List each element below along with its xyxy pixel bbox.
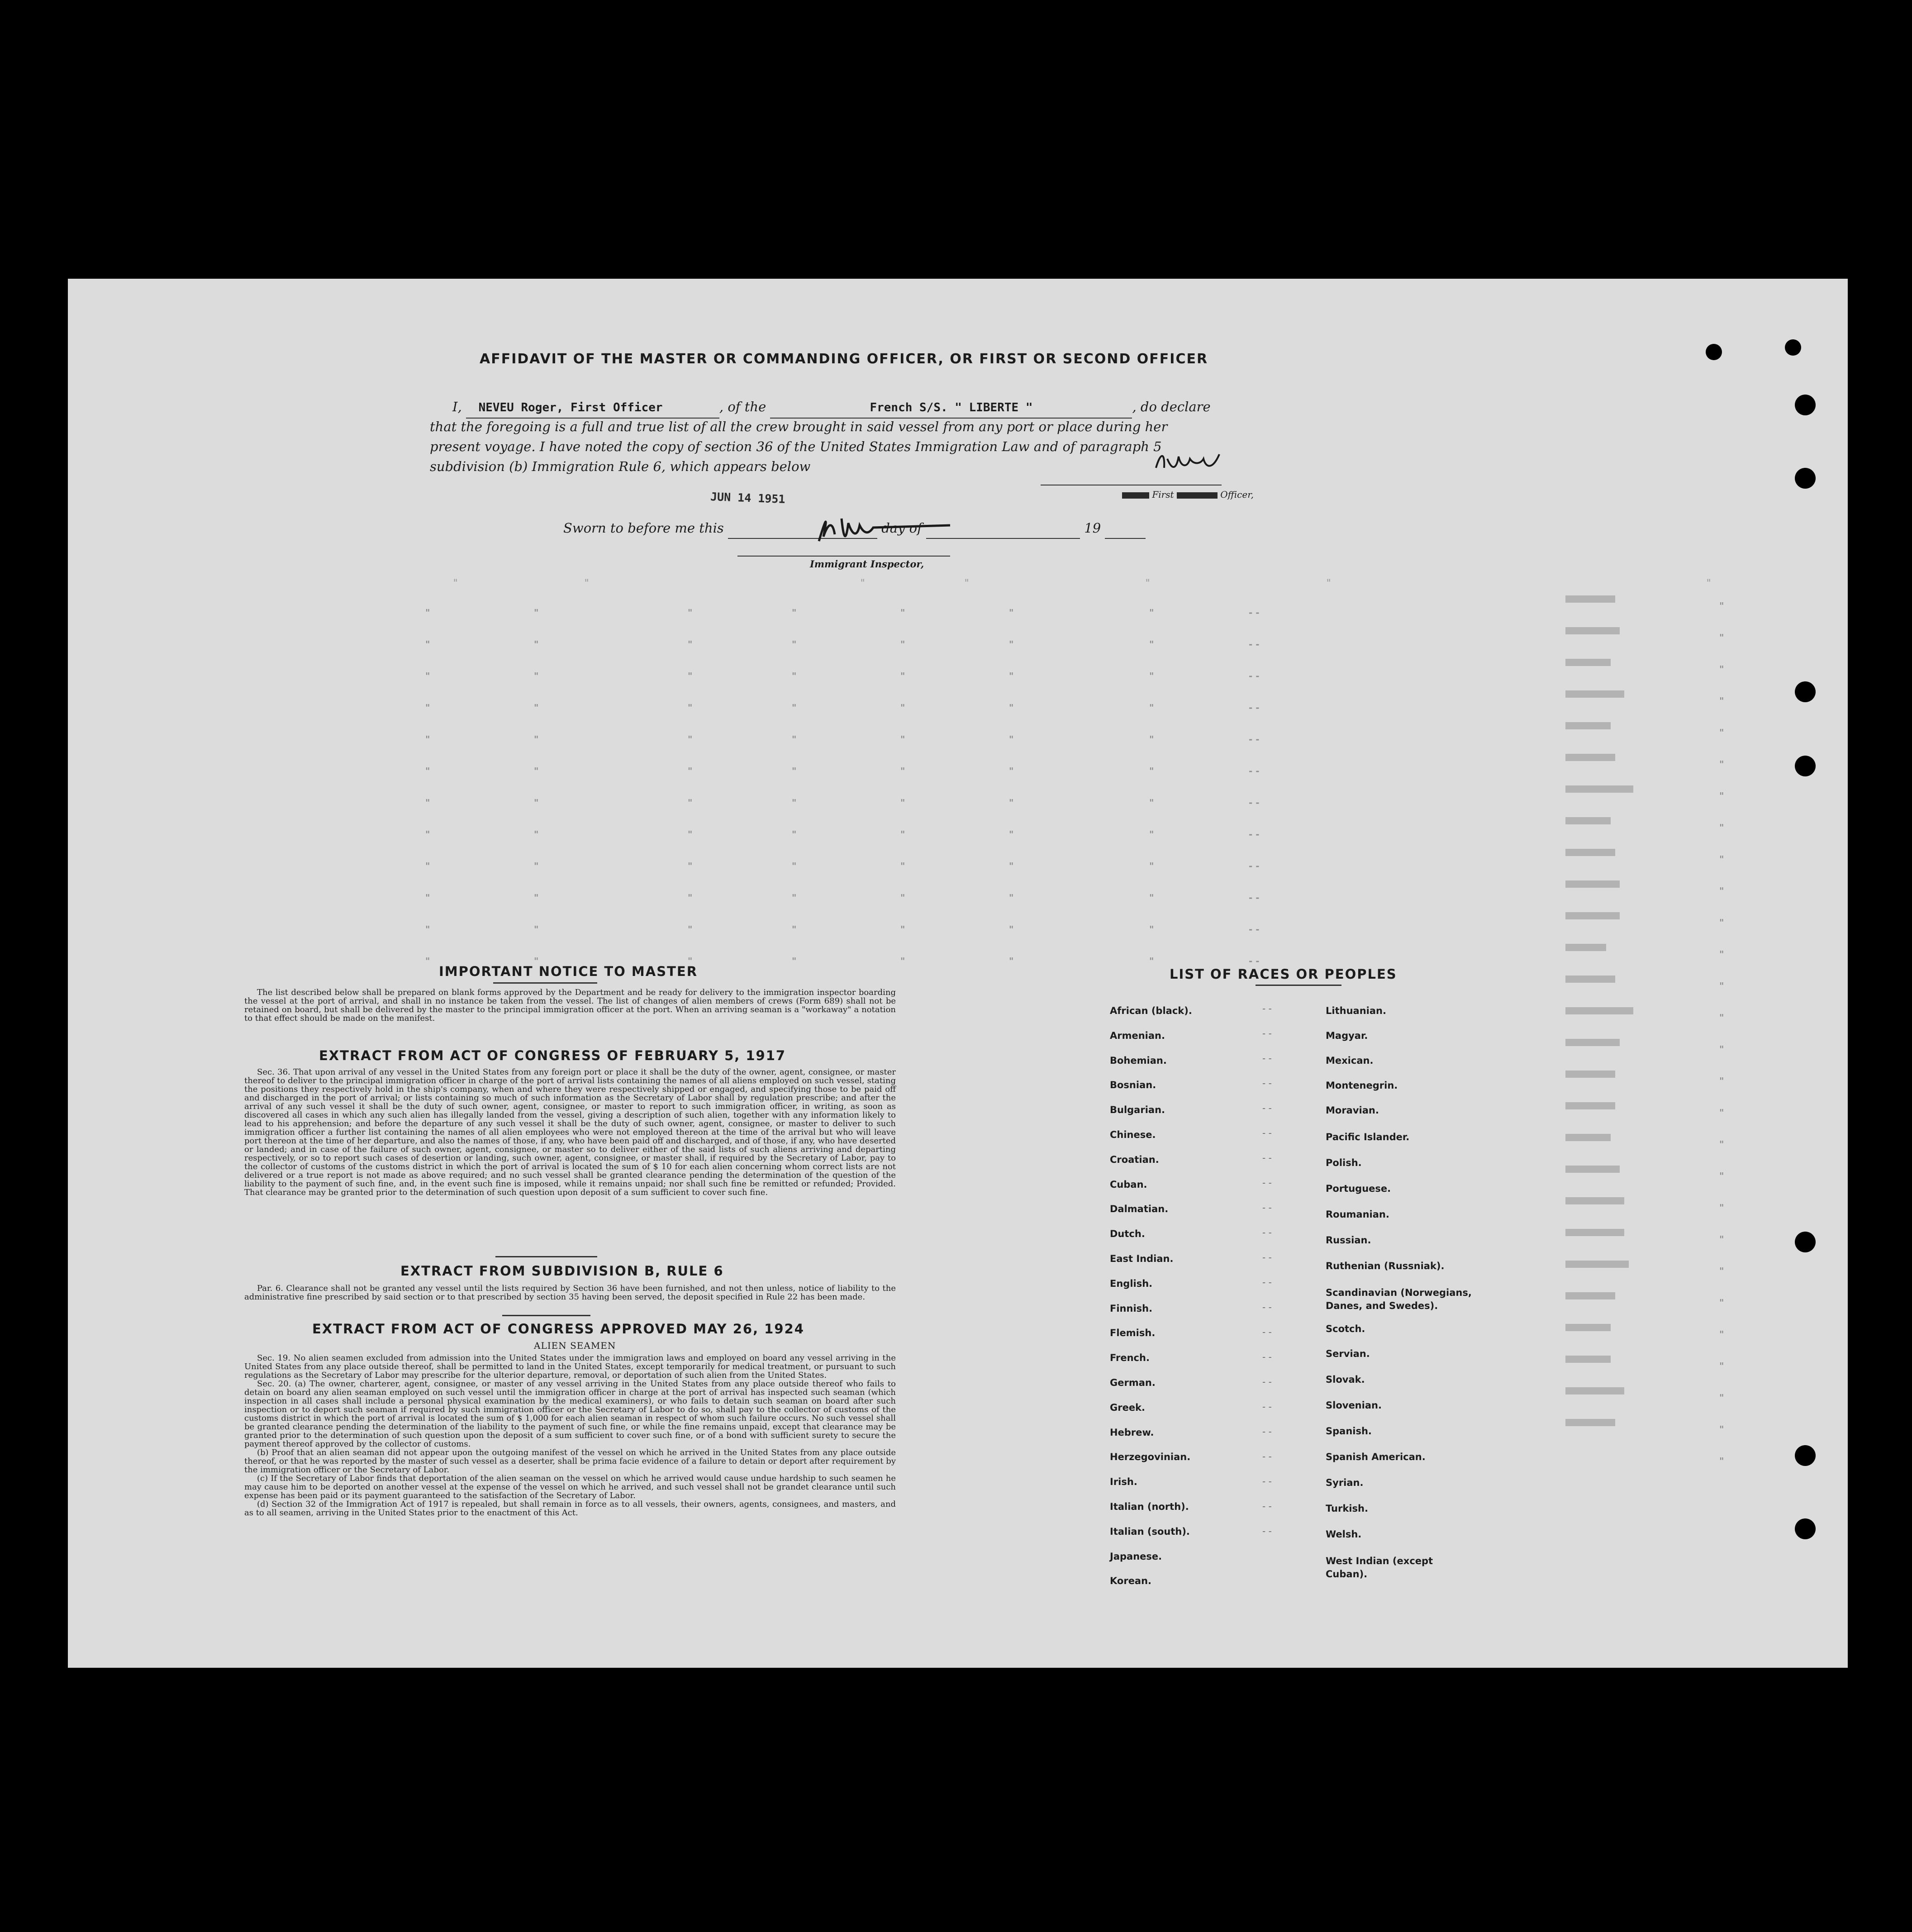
race-item: Japanese. bbox=[1110, 1551, 1162, 1562]
svg-text:": " bbox=[688, 607, 693, 618]
svg-text:": " bbox=[534, 734, 539, 745]
race-item: Portuguese. bbox=[1326, 1183, 1391, 1194]
extract-rule6-heading: EXTRACT FROM SUBDIVISION B, RULE 6 bbox=[400, 1263, 724, 1279]
struck-text bbox=[1122, 492, 1149, 499]
svg-text:- -: - - bbox=[1262, 1252, 1272, 1263]
svg-text:- -: - - bbox=[1262, 1103, 1272, 1114]
officer-name-typed: NEVEU Roger, First Officer bbox=[478, 401, 663, 414]
svg-text:": " bbox=[792, 829, 797, 840]
race-item: English. bbox=[1110, 1278, 1153, 1289]
svg-text:": " bbox=[900, 829, 905, 840]
notice-heading: IMPORTANT NOTICE TO MASTER bbox=[439, 964, 698, 979]
svg-text:": " bbox=[1719, 1456, 1724, 1466]
svg-text:": " bbox=[792, 766, 797, 776]
svg-text:": " bbox=[688, 797, 693, 808]
svg-text:": " bbox=[1009, 639, 1014, 650]
svg-text:": " bbox=[1149, 892, 1154, 903]
svg-text:": " bbox=[425, 924, 430, 935]
svg-text:": " bbox=[534, 956, 539, 966]
svg-text:- -: - - bbox=[1262, 1227, 1272, 1238]
race-item: German. bbox=[1110, 1377, 1156, 1388]
svg-text:": " bbox=[534, 924, 539, 935]
race-item: Spanish. bbox=[1326, 1426, 1372, 1437]
race-item: Mexican. bbox=[1326, 1055, 1374, 1066]
svg-text:": " bbox=[425, 829, 430, 840]
i-label: I, bbox=[452, 399, 462, 414]
svg-text:": " bbox=[900, 766, 905, 776]
svg-text:": " bbox=[1009, 924, 1014, 935]
notice-heading-rule bbox=[493, 982, 597, 984]
svg-text:": " bbox=[688, 766, 693, 776]
svg-text:- -: - - bbox=[1249, 702, 1260, 713]
svg-text:": " bbox=[900, 861, 905, 871]
svg-text:": " bbox=[1719, 1171, 1724, 1181]
svg-text:": " bbox=[900, 892, 905, 903]
svg-text:": " bbox=[1719, 1424, 1724, 1435]
race-item: East Indian. bbox=[1110, 1253, 1174, 1264]
svg-text:": " bbox=[900, 639, 905, 650]
svg-text:": " bbox=[792, 924, 797, 935]
race-item: Slovenian. bbox=[1326, 1400, 1382, 1411]
race-item: African (black). bbox=[1110, 1005, 1192, 1016]
race-item: Welsh. bbox=[1326, 1529, 1362, 1540]
year-label: 19 bbox=[1084, 520, 1101, 536]
race-item: Cuban. bbox=[1110, 1179, 1147, 1190]
race-item: Polish. bbox=[1326, 1157, 1362, 1168]
svg-text:": " bbox=[425, 861, 430, 871]
struck-text bbox=[1177, 492, 1218, 499]
race-item: Bosnian. bbox=[1110, 1080, 1156, 1091]
extract-1924-paragraph: Sec. 19. No alien seamen excluded from admission into the United States under the immigration laws and employed on board any vessel arriving in the United States from any place outside thereof, shall be permitted to land in the United States, except temporarily for medical treatment, or pursuant to such regulations as the Secretary of Labor may prescribe for the ulterior departure, removal, or deportation of such alien from the United States. bbox=[244, 1353, 896, 1380]
race-item: Irish. bbox=[1110, 1476, 1137, 1488]
races-heading-rule bbox=[1256, 985, 1341, 986]
svg-text:": " bbox=[534, 702, 539, 713]
svg-text:": " bbox=[1719, 917, 1724, 928]
svg-text:": " bbox=[1149, 797, 1154, 808]
binder-hole bbox=[1785, 339, 1801, 356]
svg-text:": " bbox=[900, 797, 905, 808]
race-item: Croatian. bbox=[1110, 1154, 1159, 1165]
svg-text:": " bbox=[688, 924, 693, 935]
race-item: Magyar. bbox=[1326, 1030, 1368, 1041]
svg-text:": " bbox=[425, 702, 430, 713]
svg-text:": " bbox=[1149, 956, 1154, 966]
svg-text:": " bbox=[1009, 956, 1014, 966]
svg-text:": " bbox=[688, 639, 693, 650]
svg-text:": " bbox=[1009, 797, 1014, 808]
svg-text:": " bbox=[425, 956, 430, 966]
race-item: Dutch. bbox=[1110, 1228, 1145, 1240]
svg-text:- -: - - bbox=[1262, 1202, 1272, 1213]
race-item: Scandinavian (Norwegians, Danes, and Swedes). bbox=[1326, 1287, 1472, 1311]
do-declare-label: , do declare bbox=[1132, 399, 1211, 414]
affidavit-title: AFFIDAVIT OF THE MASTER OR COMMANDING OFFICER, OR FIRST OR SECOND OFFICER bbox=[480, 351, 1208, 367]
svg-text:- -: - - bbox=[1249, 924, 1260, 935]
svg-text:- -: - - bbox=[1262, 1401, 1272, 1412]
date-stamp: JUN 14 1951 bbox=[710, 490, 786, 506]
svg-text:": " bbox=[1149, 861, 1154, 871]
svg-text:": " bbox=[1719, 980, 1724, 991]
svg-text:": " bbox=[1149, 766, 1154, 776]
binder-hole bbox=[1706, 344, 1722, 360]
svg-text:": " bbox=[1719, 1012, 1724, 1023]
svg-text:": " bbox=[1719, 885, 1724, 896]
svg-text:": " bbox=[534, 639, 539, 650]
svg-text:": " bbox=[1149, 639, 1154, 650]
svg-text:- -: - - bbox=[1249, 766, 1260, 776]
day-of-label: day of bbox=[881, 520, 922, 536]
svg-text:- -: - - bbox=[1262, 1451, 1272, 1462]
svg-text:": " bbox=[1719, 1297, 1724, 1308]
svg-text:- -: - - bbox=[1262, 1277, 1272, 1288]
race-item: Flemish. bbox=[1110, 1328, 1156, 1339]
svg-text:": " bbox=[1009, 734, 1014, 745]
extract-1924-paragraph: (c) If the Secretary of Labor finds that deportation of the alien seaman on the vessel on which he arrived would cause undue hardship to such seamen he may cause him to be deported on another vessel at the expense of the vessel on which he arrived, and such vessel shall not be grandet clearance until such expense has been paid or its payment guaranteed to the satisfaction of the Secretary of Labor. bbox=[244, 1474, 896, 1500]
svg-text:": " bbox=[534, 671, 539, 681]
inspector-signature-line bbox=[737, 556, 950, 557]
svg-text:- -: - - bbox=[1262, 1501, 1272, 1512]
race-item: Herzegovinian. bbox=[1110, 1451, 1191, 1463]
svg-text:": " bbox=[688, 734, 693, 745]
svg-text:": " bbox=[1719, 1361, 1724, 1371]
notice-body bbox=[244, 988, 896, 1023]
race-item: French. bbox=[1110, 1352, 1150, 1364]
race-item: Korean. bbox=[1110, 1575, 1152, 1587]
officer-title-line bbox=[1122, 489, 1254, 500]
svg-text:": " bbox=[1719, 632, 1724, 643]
binder-hole bbox=[1795, 468, 1816, 489]
svg-text:": " bbox=[688, 702, 693, 713]
declaration-line-3: present voyage. I have noted the copy of section 36 of the United States Immigration Law and of paragraph 5 bbox=[430, 439, 1162, 454]
svg-text:": " bbox=[1009, 607, 1014, 618]
race-item: Scotch. bbox=[1326, 1323, 1365, 1334]
officer-name-field bbox=[466, 397, 719, 419]
svg-text:": " bbox=[534, 797, 539, 808]
extract-1924-paragraph: Sec. 20. (a) The owner, charterer, agent, consignee, or master of any vessel arriving in the United States from any place outside thereof who fails to detain on board any alien seaman employed on such vessel until the immigration officer in charge at the port of arrival has inspected such seaman (which inspection in all cases shall include a personal physical examination by the medical examiners), or who fails to detain such seaman on board after such inspection or to deport such seaman if required by such immigration officer or the Secretary of Labor to do so, shall pay to the collector of customs of the customs district in which the port of arrival is located the sum of $ 1,000 for each alien seaman in respect of whom such failure occurs. No such vessel shall be granted clearance pending the determination of the liability to the payment of such fine, or while the fine remains unpaid, except that clearance may be granted prior to the determination of such question upon the deposit of a sum sufficient to cover such fine, or of a bond with sufficient surety to secure the payment thereof approved by the collector of customs. bbox=[244, 1379, 896, 1449]
svg-text:- -: - - bbox=[1262, 1177, 1272, 1188]
extract-1924-heading: EXTRACT FROM ACT OF CONGRESS APPROVED MAY 26, 1924 bbox=[312, 1321, 804, 1337]
svg-text:": " bbox=[792, 607, 797, 618]
svg-text:": " bbox=[1149, 607, 1154, 618]
svg-text:": " bbox=[900, 924, 905, 935]
svg-text:- -: - - bbox=[1249, 607, 1260, 618]
race-item: Armenian. bbox=[1110, 1030, 1165, 1041]
notice-paragraph: The list described below shall be prepared on blank forms approved by the Department and be ready for delivery to the immigration inspector boarding the vessel at the port of arrival, and shall in no instance be taken from the vessel. The list of changes of alien members of crews (Form 689) shall not be retained on board, but shall be delivered by the master to the principal immigration officer at the port. When an arriving seaman is a "workaway" a notation to that effect should be made on the manifest. bbox=[244, 988, 896, 1023]
extract-1917-heading: EXTRACT FROM ACT OF CONGRESS OF FEBRUARY 5, 1917 bbox=[319, 1048, 786, 1063]
svg-text:": " bbox=[1149, 829, 1154, 840]
vessel-name-typed: French S/S. " LIBERTE " bbox=[870, 401, 1033, 414]
extract-rule6-paragraph: Par. 6. Clearance shall not be granted any vessel until the lists required by Section 36 have been furnished, and not then unless, notice of liability to the administrative fine prescribed by said section or to that prescribed by section 35 having been served, the deposit specified in Rule 22 has been made. bbox=[244, 1284, 896, 1302]
svg-text:": " bbox=[1719, 664, 1724, 675]
svg-text:": " bbox=[1149, 702, 1154, 713]
svg-text:": " bbox=[792, 892, 797, 903]
extract-1924-subheading: ALIEN SEAMEN bbox=[534, 1340, 616, 1351]
svg-text:": " bbox=[1706, 578, 1712, 589]
race-item: Italian (north). bbox=[1110, 1501, 1189, 1512]
svg-text:": " bbox=[1719, 1107, 1724, 1118]
svg-text:": " bbox=[534, 892, 539, 903]
svg-text:- -: - - bbox=[1262, 1053, 1272, 1064]
race-item: Montenegrin. bbox=[1326, 1080, 1398, 1091]
race-item: Bulgarian. bbox=[1110, 1104, 1165, 1116]
svg-text:": " bbox=[1719, 1234, 1724, 1245]
svg-text:- -: - - bbox=[1249, 956, 1260, 966]
races-heading: LIST OF RACES OR PEOPLES bbox=[1170, 966, 1397, 982]
svg-text:": " bbox=[792, 639, 797, 650]
race-item: Greek. bbox=[1110, 1402, 1146, 1413]
svg-text:": " bbox=[1719, 790, 1724, 801]
declaration-line-2: that the foregoing is a full and true list of all the crew brought in said vessel from any port or place during her bbox=[430, 419, 1168, 434]
officer-signature bbox=[1151, 450, 1233, 477]
svg-text:": " bbox=[584, 578, 590, 589]
race-item: Finnish. bbox=[1110, 1303, 1153, 1314]
declaration-line-4: subdivision (b) Immigration Rule 6, which appears below bbox=[430, 459, 811, 474]
svg-text:": " bbox=[792, 956, 797, 966]
svg-text:": " bbox=[1719, 695, 1724, 706]
svg-text:- -: - - bbox=[1262, 1426, 1272, 1437]
extract-rule6-body bbox=[244, 1284, 896, 1301]
extract-1924-paragraph: (b) Proof that an alien seaman did not appear upon the outgoing manifest of the vessel on which he arrived in the United States from any place outside thereof, or that he was reported by the master of such vessel as a deserter, shall be prima facie evidence of a failure to detain or deport after requirement by the immigration officer or the Secretary of Labor. bbox=[244, 1448, 896, 1475]
svg-text:": " bbox=[425, 797, 430, 808]
binder-hole bbox=[1795, 1445, 1816, 1466]
svg-text:": " bbox=[1149, 734, 1154, 745]
svg-text:": " bbox=[1009, 829, 1014, 840]
vessel-name-field bbox=[770, 397, 1132, 419]
svg-text:- -: - - bbox=[1262, 1526, 1272, 1537]
svg-text:": " bbox=[900, 702, 905, 713]
svg-text:": " bbox=[1149, 671, 1154, 681]
svg-text:- -: - - bbox=[1249, 639, 1260, 650]
race-item: Lithuanian. bbox=[1326, 1005, 1386, 1016]
race-item: Ruthenian (Russniak). bbox=[1326, 1261, 1445, 1271]
race-item: Chinese. bbox=[1110, 1129, 1156, 1140]
race-item: Syrian. bbox=[1326, 1477, 1364, 1488]
extract-1924-body bbox=[244, 1354, 896, 1517]
race-item: Dalmatian. bbox=[1110, 1204, 1169, 1215]
svg-text:": " bbox=[425, 607, 430, 618]
svg-text:- -: - - bbox=[1262, 1152, 1272, 1163]
binder-hole bbox=[1795, 1232, 1816, 1252]
svg-text:- -: - - bbox=[1262, 1078, 1272, 1089]
svg-text:": " bbox=[1719, 1329, 1724, 1340]
svg-text:- -: - - bbox=[1262, 1028, 1272, 1039]
declaration-line-1 bbox=[452, 397, 1211, 419]
svg-text:": " bbox=[1719, 1202, 1724, 1213]
svg-text:": " bbox=[425, 639, 430, 650]
svg-text:": " bbox=[1719, 1075, 1724, 1086]
svg-text:": " bbox=[1145, 578, 1151, 589]
extract-1917-body bbox=[244, 1068, 896, 1197]
svg-text:": " bbox=[1719, 600, 1724, 611]
svg-text:": " bbox=[1009, 861, 1014, 871]
race-item: West Indian (except Cuban). bbox=[1326, 1556, 1433, 1580]
svg-text:": " bbox=[900, 607, 905, 618]
binder-hole bbox=[1795, 1518, 1816, 1539]
svg-text:": " bbox=[1719, 822, 1724, 833]
svg-text:- -: - - bbox=[1262, 1476, 1272, 1487]
extract-1917-rule bbox=[495, 1256, 597, 1257]
svg-text:- -: - - bbox=[1249, 829, 1260, 840]
race-item: Slovak. bbox=[1326, 1374, 1365, 1385]
svg-text:": " bbox=[688, 861, 693, 871]
race-item: Turkish. bbox=[1326, 1503, 1368, 1514]
svg-text:": " bbox=[860, 578, 866, 589]
svg-text:": " bbox=[1719, 1139, 1724, 1150]
sworn-year-field bbox=[1105, 519, 1146, 539]
svg-text:- -: - - bbox=[1249, 861, 1260, 871]
inspector-signature bbox=[801, 509, 973, 550]
officer-label-first: First bbox=[1152, 489, 1174, 500]
race-item: Italian (south). bbox=[1110, 1526, 1190, 1537]
svg-text:- -: - - bbox=[1249, 892, 1260, 903]
svg-text:": " bbox=[534, 766, 539, 776]
svg-text:": " bbox=[425, 671, 430, 681]
race-item: Roumanian. bbox=[1326, 1209, 1389, 1220]
svg-text:": " bbox=[792, 671, 797, 681]
svg-text:- -: - - bbox=[1262, 1003, 1272, 1014]
extract-1924-paragraph: (d) Section 32 of the Immigration Act of 1917 is repealed, but shall remain in force as to all vessels, their owners, agents, consignees, and masters, and as to all seamen, arriving in the United States prior to the enactment of this Act. bbox=[244, 1499, 896, 1518]
race-item: Russian. bbox=[1326, 1235, 1371, 1246]
binder-hole bbox=[1795, 395, 1816, 415]
svg-text:": " bbox=[534, 829, 539, 840]
svg-text:": " bbox=[688, 829, 693, 840]
svg-text:": " bbox=[425, 766, 430, 776]
svg-text:": " bbox=[1009, 702, 1014, 713]
svg-text:": " bbox=[900, 671, 905, 681]
svg-text:- -: - - bbox=[1262, 1376, 1272, 1387]
race-item: Moravian. bbox=[1326, 1105, 1379, 1116]
races-separator-dashes bbox=[1262, 1003, 1298, 1604]
svg-text:": " bbox=[1719, 1266, 1724, 1276]
officer-label-officer: Officer, bbox=[1220, 489, 1254, 500]
svg-text:- -: - - bbox=[1249, 734, 1260, 745]
svg-text:": " bbox=[534, 861, 539, 871]
race-item: Spanish American. bbox=[1326, 1451, 1426, 1462]
svg-text:": " bbox=[688, 671, 693, 681]
svg-text:- -: - - bbox=[1249, 797, 1260, 808]
races-right-column bbox=[1326, 1005, 1507, 1581]
svg-text:": " bbox=[1719, 1044, 1724, 1055]
inspector-label: Immigrant Inspector, bbox=[810, 558, 924, 570]
svg-text:": " bbox=[688, 892, 693, 903]
svg-text:": " bbox=[1719, 759, 1724, 770]
svg-text:": " bbox=[964, 578, 970, 589]
race-item: Servian. bbox=[1326, 1348, 1370, 1359]
svg-text:- -: - - bbox=[1262, 1327, 1272, 1337]
race-item: Bohemian. bbox=[1110, 1055, 1167, 1066]
svg-text:": " bbox=[1009, 766, 1014, 776]
document-page bbox=[68, 279, 1848, 1668]
svg-text:": " bbox=[900, 734, 905, 745]
svg-text:": " bbox=[1719, 949, 1724, 960]
extract-rule6-rule bbox=[502, 1315, 590, 1316]
race-item: Hebrew. bbox=[1110, 1427, 1154, 1438]
binder-hole bbox=[1795, 756, 1816, 776]
svg-text:": " bbox=[425, 892, 430, 903]
sworn-label: Sworn to before me this bbox=[563, 520, 724, 536]
svg-text:": " bbox=[1009, 892, 1014, 903]
extract-1917-paragraph: Sec. 36. That upon arrival of any vessel in the United States from any foreign port or place it shall be the duty of the owner, agent, consignee, or master thereof to deliver to the principal immigration officer in charge of the port of arrival lists containing the names of all aliens employed on such vessel, stating the positions they respectively hold in the ship's company, when and where they were respectively shipped or engaged, and specifying those to be paid off and discharged in the port of arrival; or lists containing so much of such information as the Secretary of Labor shall by regulation prescribe; and after the arrival of any such vessel it shall be the duty of such owner, agent, consignee, or master to report to such immigration officer, in writing, as soon as discovered all cases in which any such alien has illegally landed from the vessel, giving a description of such alien, together with any information likely to lead to his apprehension; and before the departure of any such vessel it shall be the duty of such owner, agent, consignee, or master to deliver to such immigration officer a further list containing the names of all alien employees who were not employed thereon at the time of the arrival but who will leave port thereon at the time of her departure, and also the names of those, if any, who have been paid off and discharged, and of those, if any, who have deserted or landed; and in case of the failure of such owner, agent, consignee, or master so to deliver either of the said lists of such aliens arriving and departing respectively, or so to report such cases of desertion or landing, such owner, agent, consignee, or master shall, if required by the Secretary of Labor, pay to the collector of customs of the customs district in which the port of arrival is located the sum of $ 10 for each alien concerning whom correct lists are not delivered or a true report is not made as above required; and no such vessel shall be granted clearance pending the determination of the question of the liability to the payment of such fine, and, in the event such fine is imposed, while it remains unpaid; nor shall such fine be remitted or refunded; Provided. That clearance may be granted prior to the determination of such question upon deposit of a sum sufficient to cover such fine. bbox=[244, 1067, 896, 1197]
svg-text:": " bbox=[452, 578, 459, 589]
svg-text:": " bbox=[1719, 854, 1724, 865]
of-the-label: , of the bbox=[719, 399, 766, 414]
svg-text:- -: - - bbox=[1262, 1128, 1272, 1138]
race-item: Pacific Islander. bbox=[1326, 1132, 1410, 1142]
svg-text:": " bbox=[792, 797, 797, 808]
svg-text:": " bbox=[900, 956, 905, 966]
svg-text:": " bbox=[1326, 578, 1332, 589]
svg-text:": " bbox=[1719, 1392, 1724, 1403]
svg-text:": " bbox=[792, 734, 797, 745]
svg-text:": " bbox=[688, 956, 693, 966]
svg-text:": " bbox=[1719, 727, 1724, 738]
svg-text:- -: - - bbox=[1249, 671, 1260, 681]
svg-text:- -: - - bbox=[1262, 1302, 1272, 1313]
svg-text:": " bbox=[792, 861, 797, 871]
svg-text:": " bbox=[1149, 924, 1154, 935]
svg-text:": " bbox=[792, 702, 797, 713]
svg-text:": " bbox=[1009, 671, 1014, 681]
svg-text:": " bbox=[534, 607, 539, 618]
svg-text:- -: - - bbox=[1262, 1351, 1272, 1362]
svg-text:": " bbox=[425, 734, 430, 745]
binder-hole bbox=[1795, 681, 1816, 702]
